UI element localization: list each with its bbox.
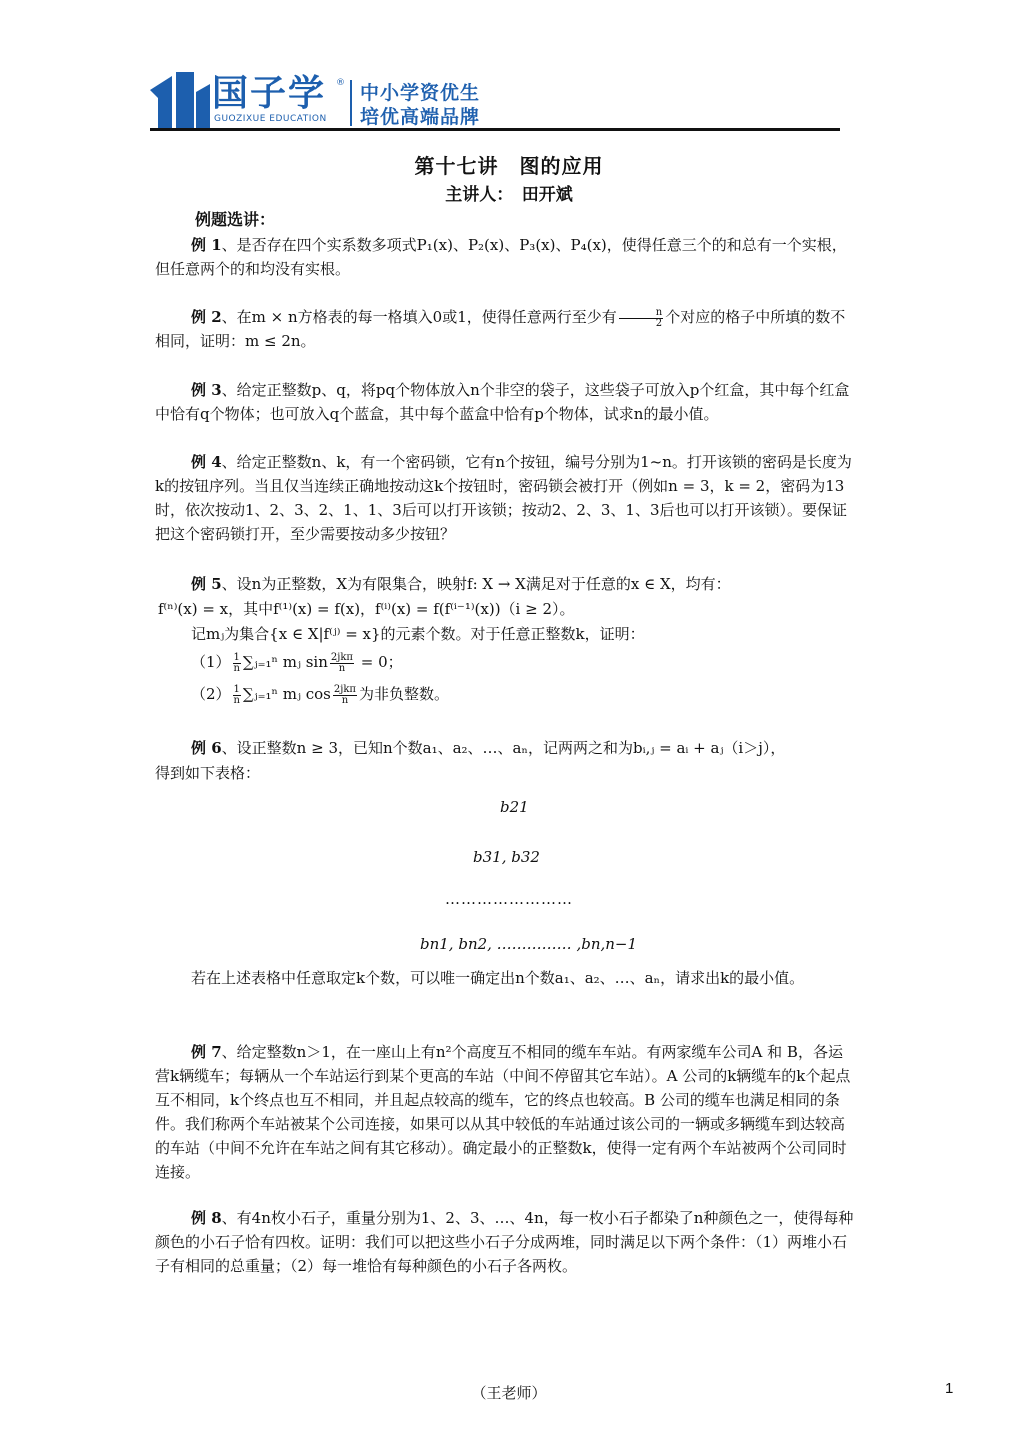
example-label: 例 1 (191, 236, 222, 254)
example-text: 、设正整数n ≥ 3，已知n个数a₁、a₂、…、aₙ，记两两之和为bᵢ,ⱼ = aᵢ + aⱼ（i＞j）， (221, 739, 786, 757)
table-row-4: bn1, bn2, …………… ,bn,n−1 (420, 935, 638, 953)
section-heading: 例题选讲： (195, 210, 276, 229)
example-label: 例 3 (191, 381, 222, 399)
example-label: 例 5 (191, 575, 222, 593)
example-3 (155, 378, 855, 426)
example-1 (155, 233, 855, 281)
example-5-item-1: （1） $\frac{1}{n}$ ∑ⱼ₌₁ⁿ mⱼ sin $\frac{\text{2jkπ}}{n}$ = 0； (191, 651, 403, 674)
example-label: 例 7 (191, 1043, 222, 1061)
table-row-2: b31, b32 (473, 848, 540, 866)
footer-teacher: （王老师） (471, 1384, 547, 1402)
example-6-conclusion: 若在上述表格中任意取定k个数，可以唯一确定出n个数a₁、a₂、…、aₙ，请求出k的最小值。 (191, 969, 805, 987)
example-label: 例 4 (191, 453, 222, 471)
example-5-line-2: f⁽ⁿ⁾(x) = x，其中f⁽¹⁾(x) = f(x)，f⁽ⁱ⁾(x) = f(f⁽ⁱ⁻¹⁾(x))（i ≥ 2）。 (158, 600, 575, 618)
example-text: 、是否存在四个实系数多项式P₁(x)、P₂(x)、P₃(x)、P₄(x)，使得任意三个的和总有一个实根，但任意两个的和均没有实根。 (155, 236, 847, 278)
registered-mark: ® (336, 78, 345, 88)
example-text: 、有4n枚小石子，重量分别为1、2、3、…、4n，每一枚小石子都染了n种颜色之一，使得每种颜色的小石子恰有四枚。证明：我们可以把这些小石子分成两堆，同时满足以下两个条件：（1）两堆小石子有相同的总重量；（2）每一堆恰有每种颜色的小石子各两枚。 (155, 1209, 854, 1275)
example-4 (155, 450, 855, 546)
example-7 (155, 1040, 855, 1184)
example-6-line-2: 得到如下表格： (155, 764, 261, 782)
header-rule (150, 128, 840, 131)
table-row-1: b21 (500, 798, 529, 816)
example-text: 、在m × n方格表的每一格填入0或1，使得任意两行至少有 (221, 308, 617, 326)
table-row-3: …………………… (445, 890, 573, 908)
slogan-line-2: 培优高端品牌 (360, 106, 481, 128)
example-8 (155, 1206, 855, 1278)
fraction: $\frac{n}{2}$ (619, 308, 663, 329)
example-label: 例 2 (191, 308, 222, 326)
example-6-line-1 (191, 736, 785, 760)
example-label: 例 8 (191, 1209, 222, 1227)
example-5-line-3: 记mⱼ为集合{x ∈ X|f⁽ʲ⁾ = x}的元素个数。对于任意正整数k，证明： (191, 625, 645, 643)
page-number: 1 (945, 1380, 954, 1397)
example-label: 例 6 (191, 739, 222, 757)
lecturer: 主讲人： 田开斌 (445, 185, 573, 205)
page-title: 第十七讲 图的应用 (414, 154, 604, 178)
example-text: 、给定整数n＞1，在一座山上有n²个高度互不相同的缆车车站。有两家缆车公司A 和 B，各运营k辆缆车；每辆从一个车站运行到某个更高的车站（中间不停留其它车站）。A 公司的k辆缆车的k个起点互不相同，k个终点也互不相同，并且起点较高的缆车，它的终点也较高。B 公司的缆车也满足相同的条件。我们称两个车站被某个公司连接，如果可以从其中较低的车站通过该公司的一辆或多辆缆车到达较高的车站（中间不允许在车站之间有其它移动）。确定最小的正整数k，使得一定有两个车站被两个公司同时连接。 (155, 1043, 851, 1181)
example-text: 、给定正整数n、k，有一个密码锁，它有n个按钮，编号分别为1~n。打开该锁的密码是长度为k的按钮序列。当且仅当连续正确地按动这k个按钮时，密码锁会被打开（例如n = 3，k = 2，密码为13时，依次按动1、2、3、2、1、1、3后可以打开该锁；按动2、2、3、1、3后也可以打开该锁）。要保证把这个密码锁打开，至少需要按动多少按钮？ (155, 453, 852, 543)
example-text: 、给定正整数p、q，将pq个物体放入n个非空的袋子，这些袋子可放入p个红盒，其中每个红盒中恰有q个物体；也可放入q个蓝盒，其中每个蓝盒中恰有p个物体，试求n的最小值。 (155, 381, 850, 423)
logo-mark-icon (150, 72, 210, 128)
example-2 (155, 305, 855, 353)
logo-text: 国子学 (212, 73, 327, 114)
example-text: 、设n为正整数，X为有限集合，映射f: X → X满足对于任意的x ∈ X，均有： (221, 575, 731, 593)
logo-english: GUOZIXUE EDUCATION (214, 114, 327, 124)
example-text: 个对应的格子中所填的数不相同，证明：m ≤ 2n。 (155, 308, 846, 350)
slogan-line-1: 中小学资优生 (360, 82, 481, 104)
example-5-line-1 (191, 572, 731, 596)
logo-divider (350, 80, 352, 126)
example-5-item-2: （2） $\frac{1}{n}$ ∑ⱼ₌₁ⁿ mⱼ cos $\frac{\text{2jkπ}}{n}$ 为非负整数。 (191, 683, 449, 706)
